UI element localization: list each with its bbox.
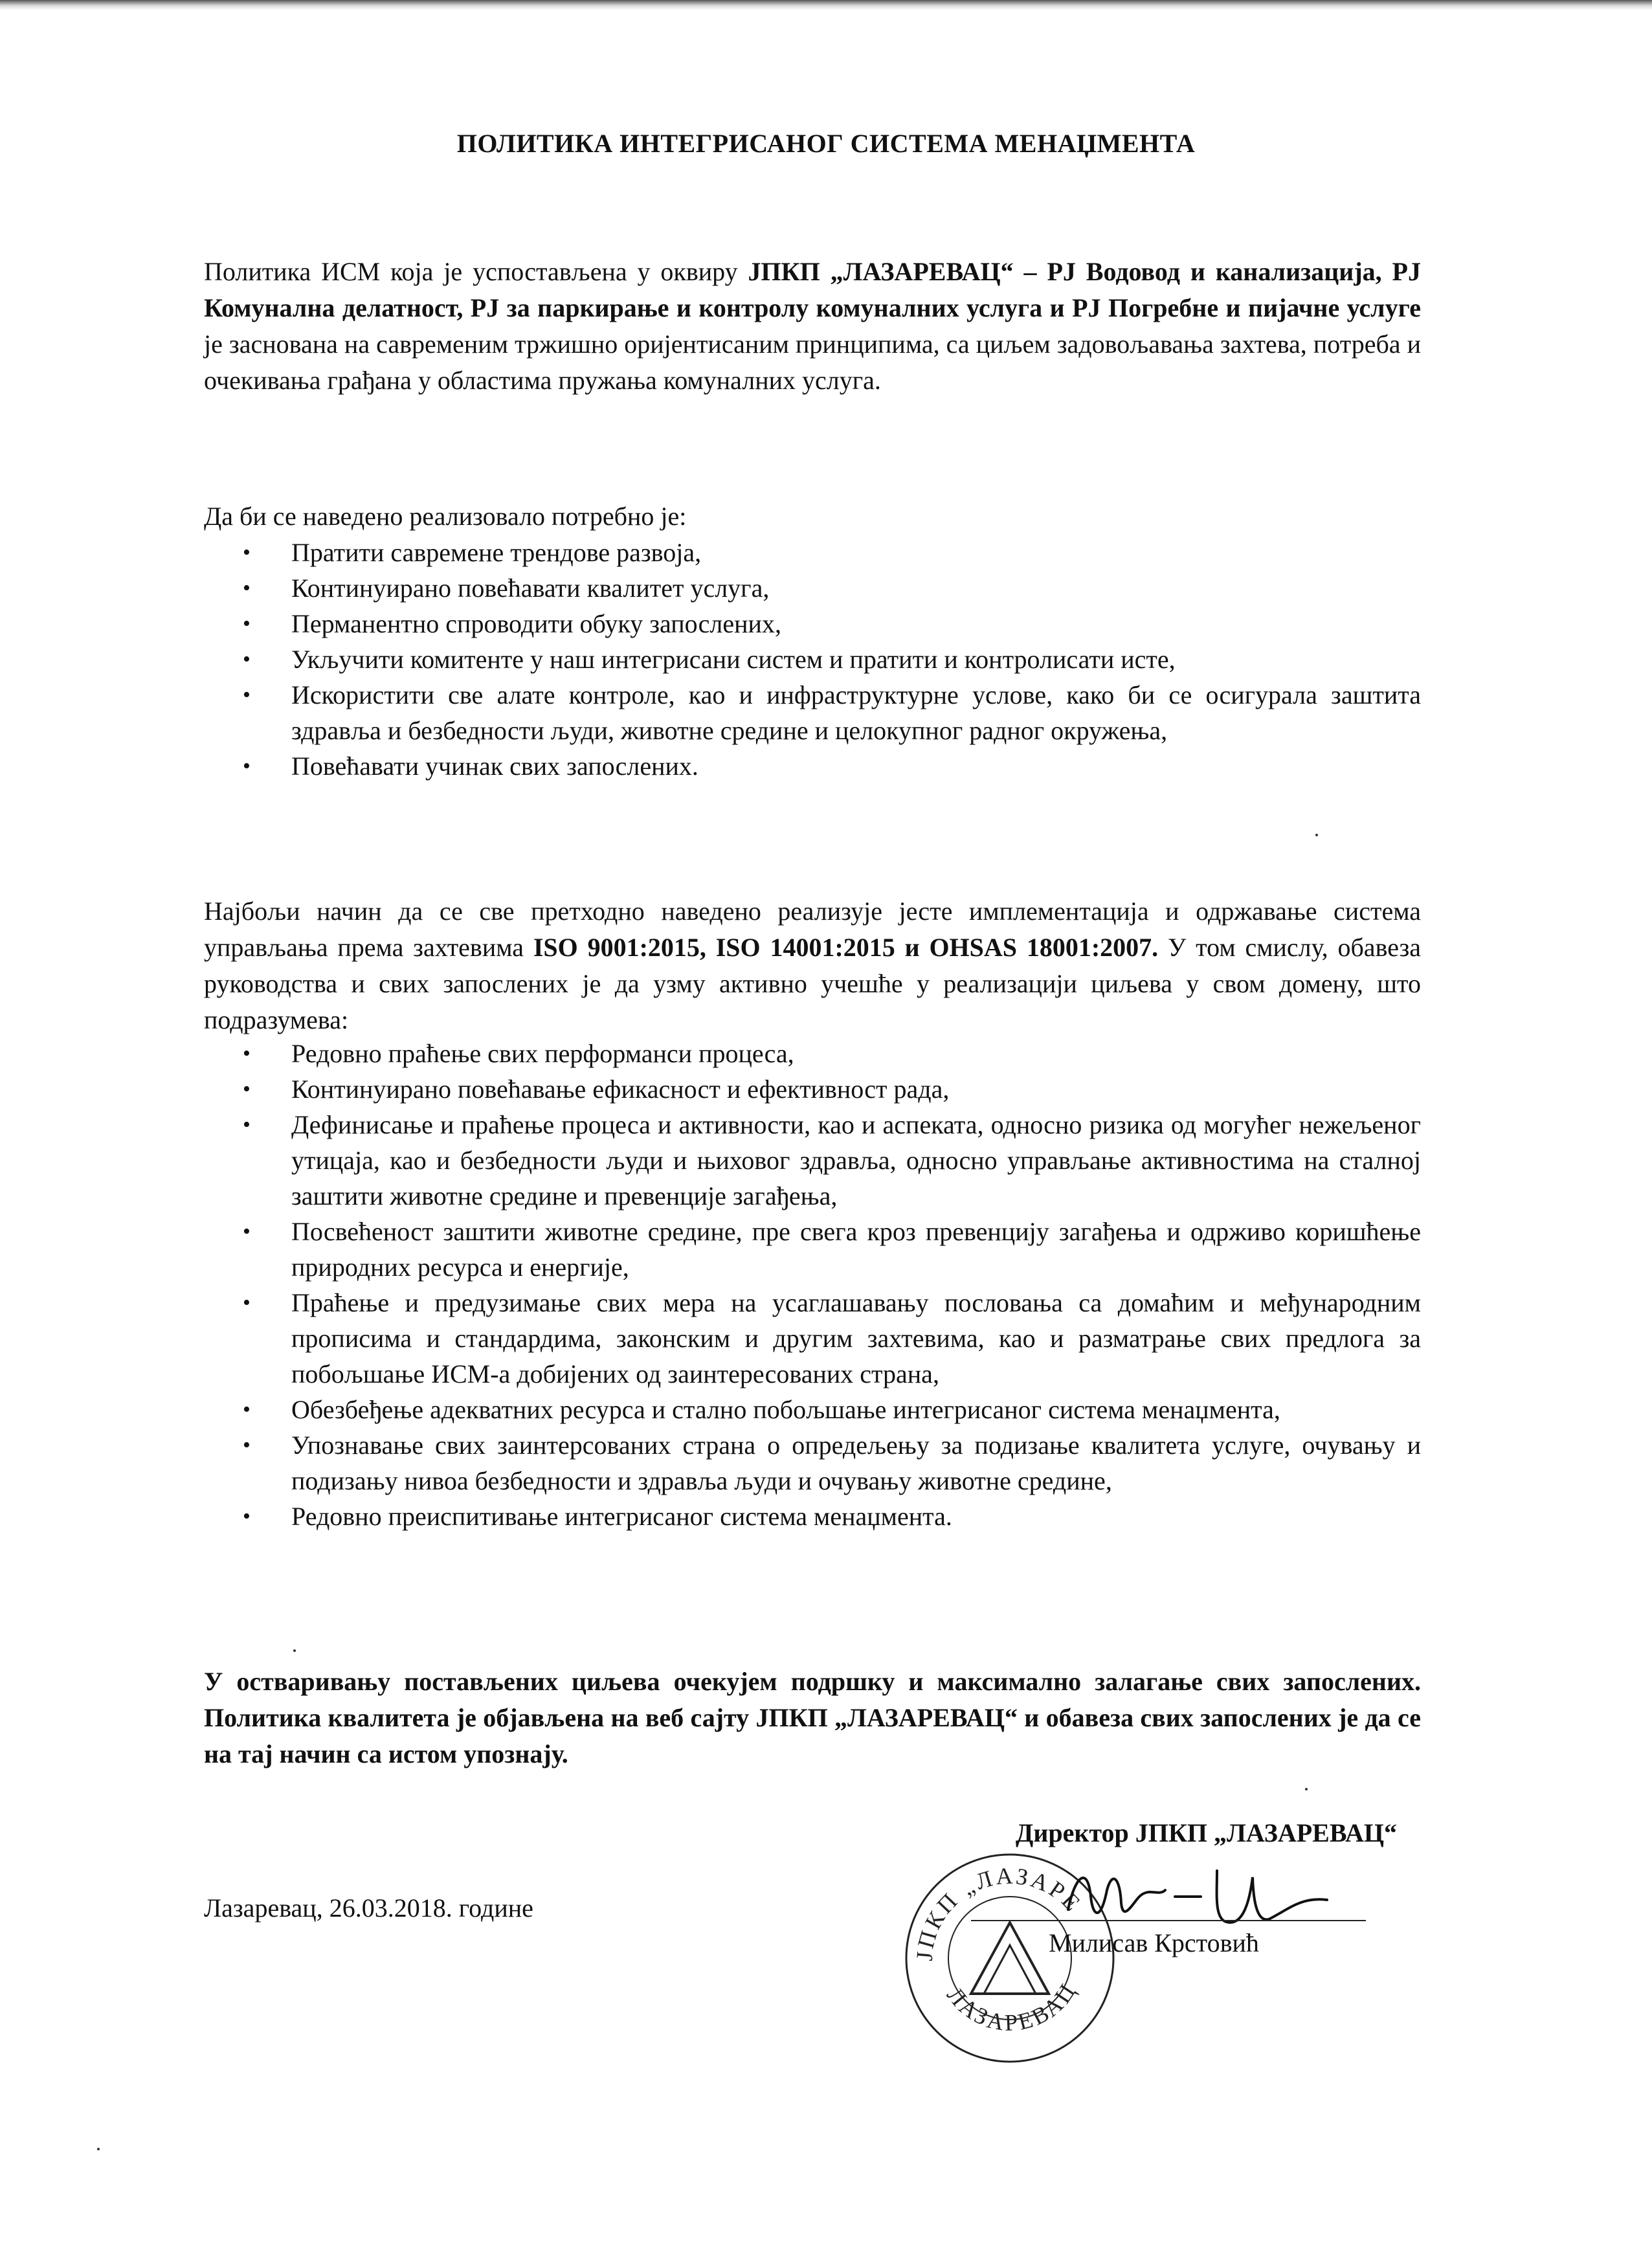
scan-speck (1305, 1788, 1308, 1790)
list-item-text: Перманентно спроводити обуку запослених, (291, 609, 781, 638)
scan-speck (293, 1649, 296, 1652)
bullet-dot: • (243, 541, 251, 564)
bullet-dot: • (243, 754, 251, 778)
signature-line (971, 1920, 1366, 1921)
bullet-dot: • (243, 1220, 251, 1243)
standards-list-text: ISO 9001:2015, ISO 14001:2015 и OHSAS 18001:2007. (533, 933, 1159, 962)
intro-paragraph (204, 254, 1421, 399)
list-item (204, 1285, 1421, 1392)
list-item-text: Пратити савремене трендове развоја, (291, 538, 702, 567)
section1-lead: Да би се наведено реализовало потребно је: (204, 502, 687, 531)
scan-speck (1315, 834, 1318, 836)
list-item-text: Повећавати учинак свих запослених. (291, 752, 698, 781)
svg-text:ЛАЗАРЕВАЦ (942, 1978, 1082, 2036)
section2-text-2: У том смислу, обавеза руководства и свих запослених је да узму активно учешће у реализацији циљева у свом домену, што подразумева: (204, 933, 1421, 1034)
intro-organization-units: ЈПКП „ЛАЗАРЕВАЦ“ – РЈ Водовод и канализација, РЈ Комунална делатност, РЈ за паркирање и контролу комуналних услуга и РЈ Погребне и пијачне услуге (204, 257, 1421, 322)
scan-speck (97, 2148, 100, 2150)
list-item (204, 1107, 1421, 1214)
list-item (204, 641, 1421, 677)
director-name: Милисав Крстовић (1049, 1928, 1259, 1957)
list-item (204, 1427, 1421, 1499)
stamp-text-top: ЈПКП „ЛАЗАРЕ (911, 1862, 1088, 1962)
document-title: ПОЛИТИКА ИНТЕГРИСАНОГ СИСТЕМА МЕНАЏМЕНТА (456, 129, 1196, 158)
list-item-text: Редовно праћење свих перформанси процеса, (291, 1039, 794, 1068)
bullet-dot: • (243, 1291, 251, 1315)
bullet-dot: • (243, 1077, 251, 1101)
bullet-dot: • (243, 576, 251, 600)
list-item-text: Редовно преиспитивање интегрисаног система менаџмента. (291, 1502, 952, 1531)
list-item-text: Обезбеђење адекватних ресурса и стално побољшање интегрисаног система менаџмента, (291, 1395, 1280, 1424)
list-item (204, 606, 1421, 641)
intro-text-1: Политика ИСМ која је успостављена у оквиру (204, 257, 748, 286)
list-item (204, 1071, 1421, 1107)
bullet-dot: • (243, 1398, 251, 1421)
obligations-list (204, 1036, 1421, 1534)
bullet-dot: • (243, 683, 251, 707)
list-item (204, 748, 1421, 784)
list-item (204, 677, 1421, 748)
intro-text-2: је заснована на савременим тржишно оријентисаним принципима, са циљем задовољавања захтева, потреба и очекивања грађана у областима пружања комуналних услуга. (204, 329, 1421, 395)
list-item (204, 1214, 1421, 1285)
bullet-dot: • (243, 612, 251, 636)
list-item-text: Упознавање свих заинтерсованих страна о опредељењу за подизање квалитета услуге, очувању и подизању нивоа безбедности и здравља људи и очувању животне средине, (291, 1431, 1421, 1495)
list-item (204, 1499, 1421, 1534)
requirements-list (204, 535, 1421, 784)
bullet-dot: • (243, 647, 251, 671)
list-item-text: Континуирано повећавати квалитет услуга, (291, 574, 770, 603)
bullet-dot: • (243, 1042, 251, 1065)
list-item-text: Дефинисање и праћење процеса и активности, као и аспеката, односно ризика од могућег нежељеног утицаја, као и безбедности људи и њиховог здравља, односно управљање активностима на сталној заштити животне средине и превенције загађења, (291, 1110, 1421, 1210)
list-item-text: Посвећеност заштити животне средине, пре свега кроз превенцију загађења и одрживо коришћење природних ресурса и енергије, (291, 1217, 1421, 1282)
closing-statement: У остваривању постављених циљева очекујем подршку и максимално залагање свих запослених. Политика квалитета је објављена на веб сајту ЈПКП „ЛАЗАРЕВАЦ“ и обавеза свих запослених је да се на тај начин са истом упознају. (204, 1667, 1421, 1768)
bullet-dot: • (243, 1433, 251, 1457)
list-item (204, 1392, 1421, 1427)
director-title: Директор ЈПКП „ЛАЗАРЕВАЦ“ (1015, 1818, 1397, 1847)
bullet-dot: • (243, 1113, 251, 1137)
place-date: Лазаревац, 26.03.2018. године (204, 1893, 533, 1923)
section2-text-1: Најбољи начин да се све претходно наведено реализује јесте имплементација и одржавање система управљања према захтевима (204, 897, 1421, 962)
list-item-text: Континуирано повећавање ефикасност и ефективност рада, (291, 1075, 950, 1104)
list-item (204, 570, 1421, 606)
stamp-text-bottom: ЛАЗАРЕВАЦ (942, 1977, 1082, 2036)
list-item (204, 535, 1421, 570)
list-item-text: Укључити комитенте у наш интегрисани систем и пратити и контролисати исте, (291, 645, 1176, 674)
section2-paragraph (204, 893, 1421, 1038)
list-item (204, 1036, 1421, 1071)
list-item-text: Праћење и предузимање свих мера на усаглашавању пословања са домаћим и међународним прописима и стандардима, законским и другим захтевима, као и разматрање свих предлога за побољшање ИСМ-а добијених од заинтересованих страна, (291, 1288, 1421, 1388)
bullet-dot: • (243, 1504, 251, 1528)
list-item-text: Искористити све алате контроле, као и инфраструктурне услове, како би се осигурала заштита здравља и безбедности људи, животне средине и целокупног радног окружења, (291, 680, 1421, 745)
